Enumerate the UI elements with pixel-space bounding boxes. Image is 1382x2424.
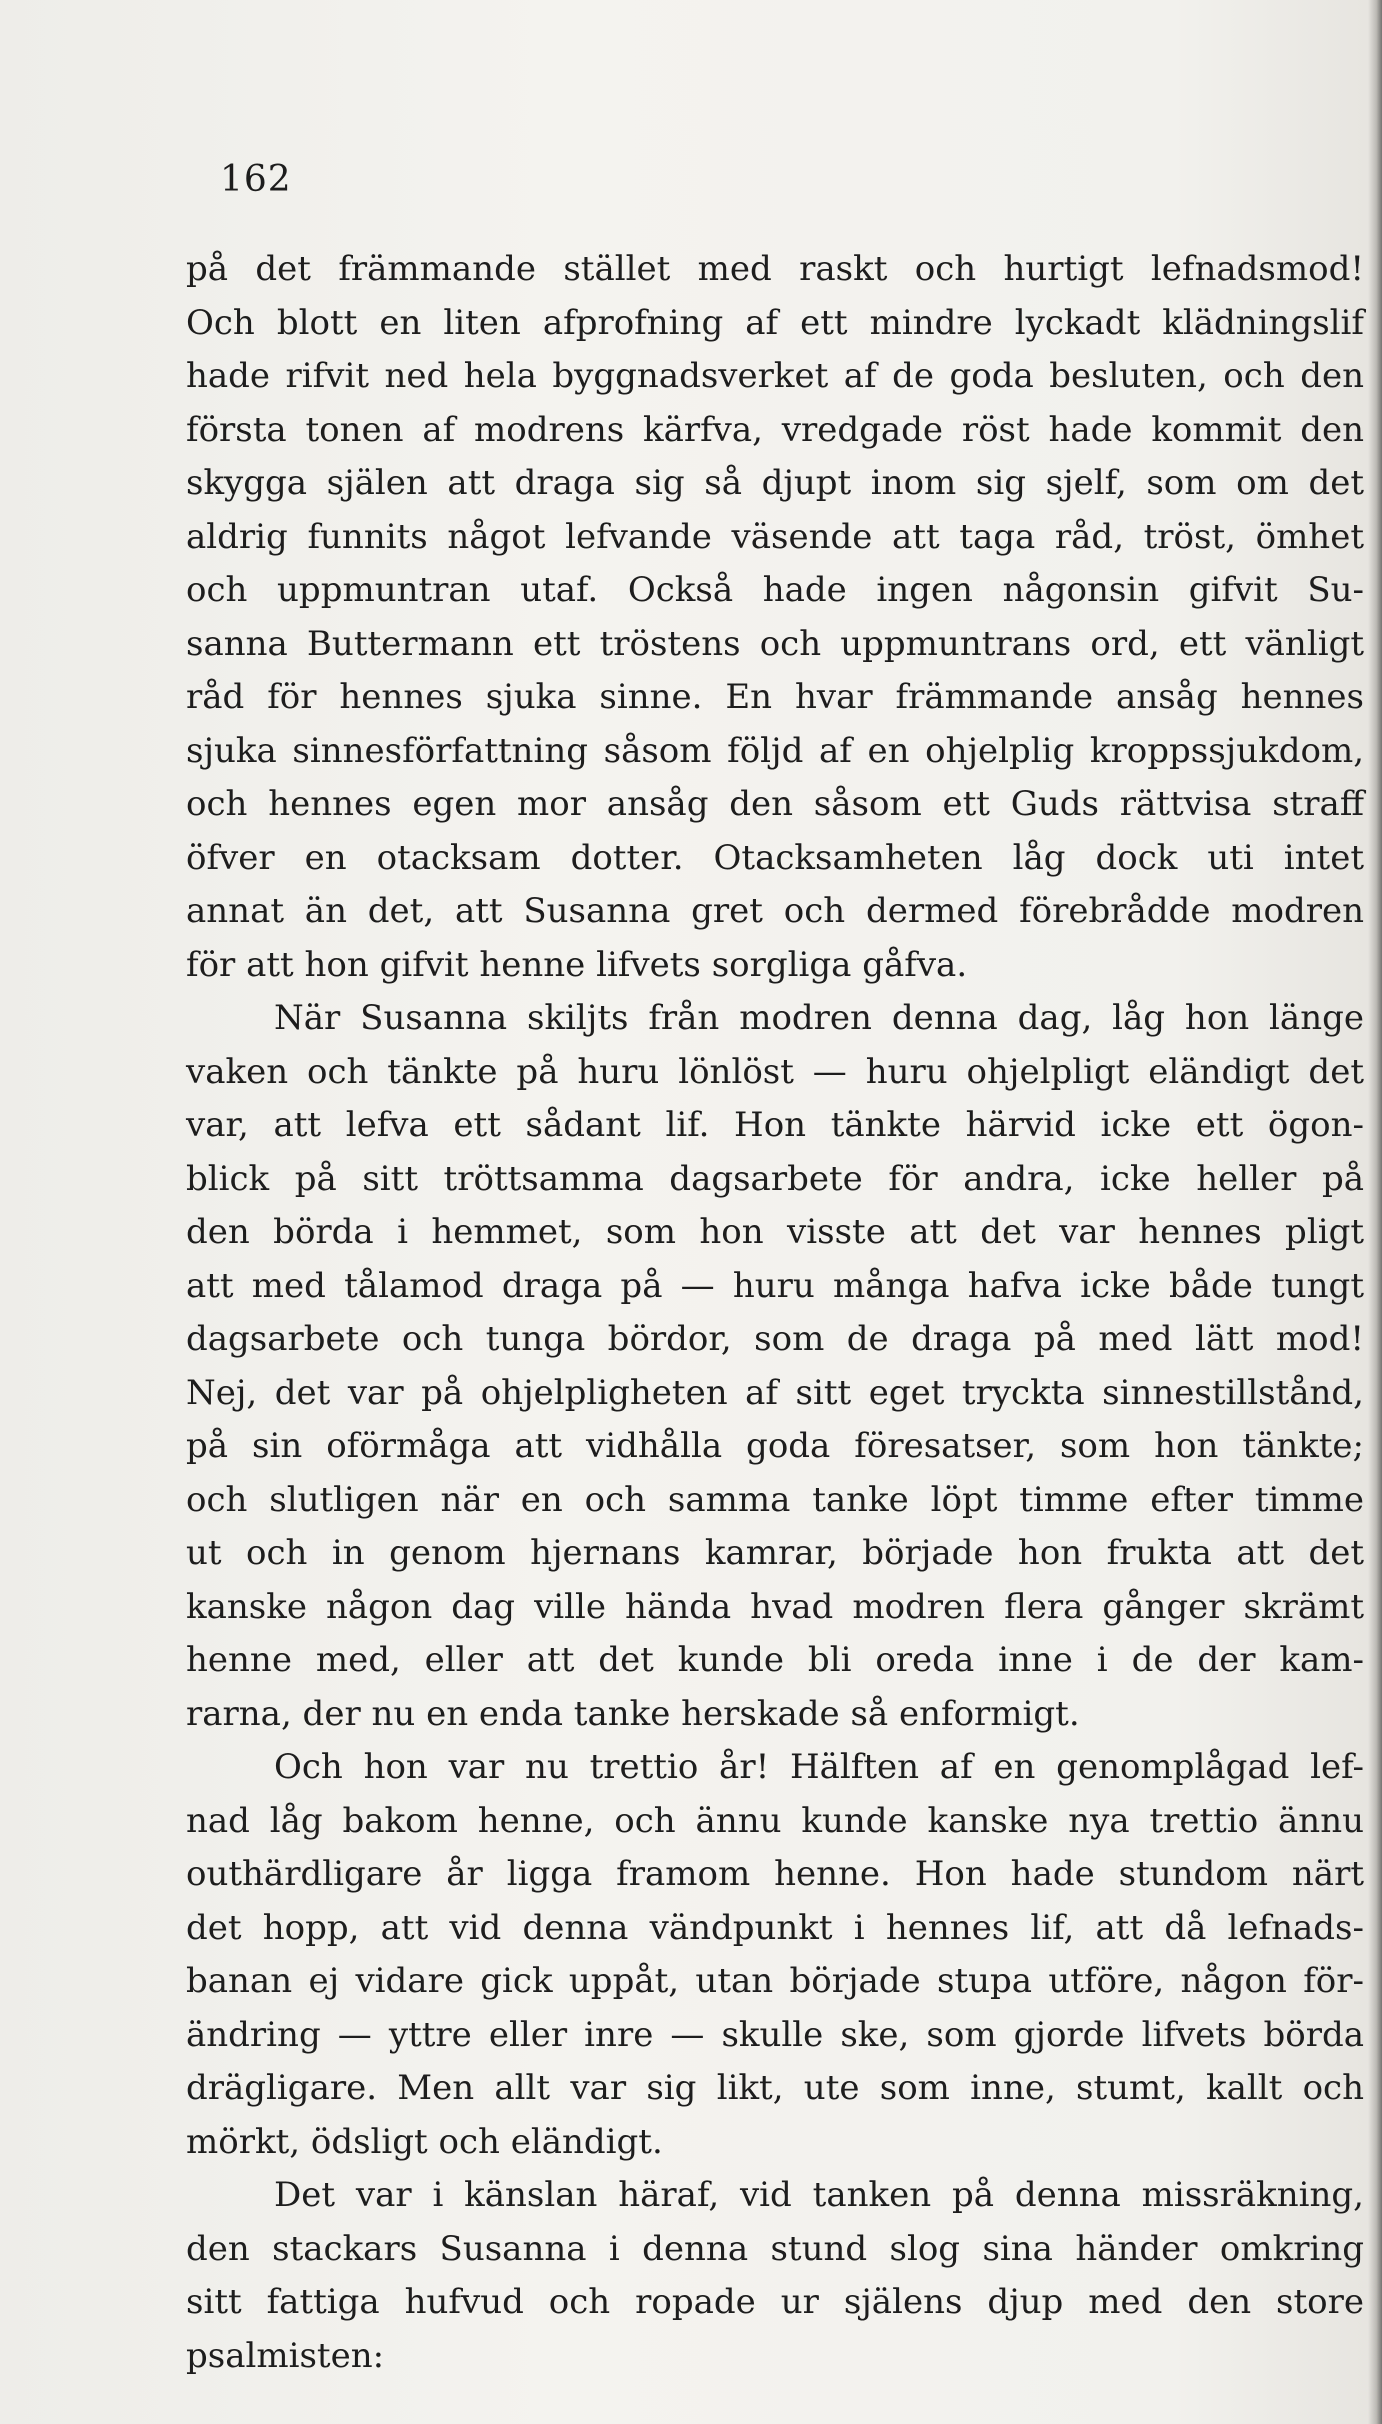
text-line: När Susanna skiljts från modren denna dag, låg hon länge bbox=[274, 998, 1364, 1038]
text-line: öfver en otacksam dotter. Otacksamheten låg dock uti intet bbox=[186, 837, 1364, 878]
text-line: blick på sitt tröttsamma dagsarbete för andra, icke heller på bbox=[186, 1158, 1364, 1199]
page-number: 162 bbox=[220, 159, 292, 200]
page-edge-shadow bbox=[1368, 0, 1382, 2424]
text-line: sanna Buttermann ett tröstens och uppmuntrans ord, ett vänligt bbox=[186, 623, 1364, 664]
text-line: på det främmande stället med raskt och hurtigt lefnadsmod! bbox=[186, 249, 1364, 289]
paragraph bbox=[186, 243, 1364, 992]
text-line: på sin oförmåga att vidhålla goda föresatser, som hon tänkte; bbox=[186, 1426, 1364, 1466]
text-line: psalmisten: bbox=[186, 2335, 385, 2376]
text-line: Nej, det var på ohjelpligheten af sitt eget tryckta sinnestillstånd, bbox=[186, 1372, 1364, 1413]
text-line: mörkt, ödsligt och eländigt. bbox=[186, 2121, 663, 2162]
text-line: Och blott en liten afprofning af ett mindre lyckadt klädningslif bbox=[186, 302, 1364, 343]
text-line: kanske någon dag ville hända hvad modren flera gånger skrämt bbox=[186, 1586, 1364, 1627]
text-line: att med tålamod draga på — huru många hafva icke både tungt bbox=[186, 1265, 1364, 1306]
paragraph bbox=[186, 992, 1364, 1741]
text-line: och uppmuntran utaf. Också hade ingen någonsin gifvit Su- bbox=[186, 570, 1364, 610]
text-line: annat än det, att Susanna gret och dermed förebrådde modren bbox=[186, 891, 1364, 931]
paragraph bbox=[186, 1741, 1364, 2169]
text-line: skygga själen att draga sig så djupt inom sig sjelf, som om det bbox=[186, 463, 1364, 503]
text-line: nad låg bakom henne, och ännu kunde kanske nya trettio ännu bbox=[186, 1800, 1364, 1841]
text-line: Det var i känslan häraf, vid tanken på denna missräkning, bbox=[274, 2175, 1364, 2215]
text-line: råd för hennes sjuka sinne. En hvar främmande ansåg hennes bbox=[186, 677, 1364, 717]
text-line: och hennes egen mor ansåg den såsom ett Guds rättvisa straff bbox=[186, 784, 1364, 824]
paragraph bbox=[186, 2169, 1364, 2383]
text-line: hade rifvit ned hela byggnadsverket af de goda besluten, och den bbox=[186, 356, 1364, 396]
text-line: för att hon gifvit henne lifvets sorgliga gåfva. bbox=[186, 944, 968, 985]
text-line: ändring — yttre eller inre — skulle ske, som gjorde lifvets börda bbox=[186, 2014, 1364, 2055]
text-line: det hopp, att vid denna vändpunkt i hennes lif, att då lefnads- bbox=[186, 1907, 1364, 1948]
text-line: dagsarbete och tunga bördor, som de draga på med lätt mod! bbox=[186, 1319, 1364, 1359]
text-line: sitt fattiga hufvud och ropade ur själens djup med den store bbox=[186, 2282, 1364, 2322]
text-line: den börda i hemmet, som hon visste att det var hennes pligt bbox=[186, 1212, 1364, 1252]
text-line: banan ej vidare gick uppåt, utan började stupa utföre, någon för- bbox=[186, 1961, 1364, 2001]
text-line: den stackars Susanna i denna stund slog sina händer omkring bbox=[186, 2228, 1364, 2269]
text-line: Och hon var nu trettio år! Hälften af en genomplågad lef- bbox=[274, 1747, 1364, 1787]
text-line: vaken och tänkte på huru lönlöst — huru ohjelpligt eländigt det bbox=[186, 1051, 1364, 1092]
text-line: outhärdligare år ligga framom henne. Hon hade stundom närt bbox=[186, 1854, 1364, 1894]
text-line: drägligare. Men allt var sig likt, ute som inne, stumt, kallt och bbox=[186, 2068, 1364, 2108]
text-line: var, att lefva ett sådant lif. Hon tänkte härvid icke ett ögon- bbox=[186, 1105, 1364, 1145]
text-line: ut och in genom hjernans kamrar, började hon frukta att det bbox=[186, 1533, 1364, 1573]
text-line: första tonen af modrens kärfva, vredgade röst hade kommit den bbox=[186, 409, 1364, 450]
text-line: och slutligen när en och samma tanke löpt timme efter timme bbox=[186, 1479, 1364, 1520]
text-line: aldrig funnits något lefvande väsende att taga råd, tröst, ömhet bbox=[186, 516, 1364, 557]
text-line: sjuka sinnesförfattning såsom följd af en ohjelplig kroppssjukdom, bbox=[186, 730, 1364, 771]
text-line: rarna, der nu en enda tanke herskade så enformigt. bbox=[186, 1693, 1080, 1734]
body-text bbox=[186, 243, 1364, 2383]
text-line: henne med, eller att det kunde bli oreda inne i de der kam- bbox=[186, 1640, 1364, 1680]
